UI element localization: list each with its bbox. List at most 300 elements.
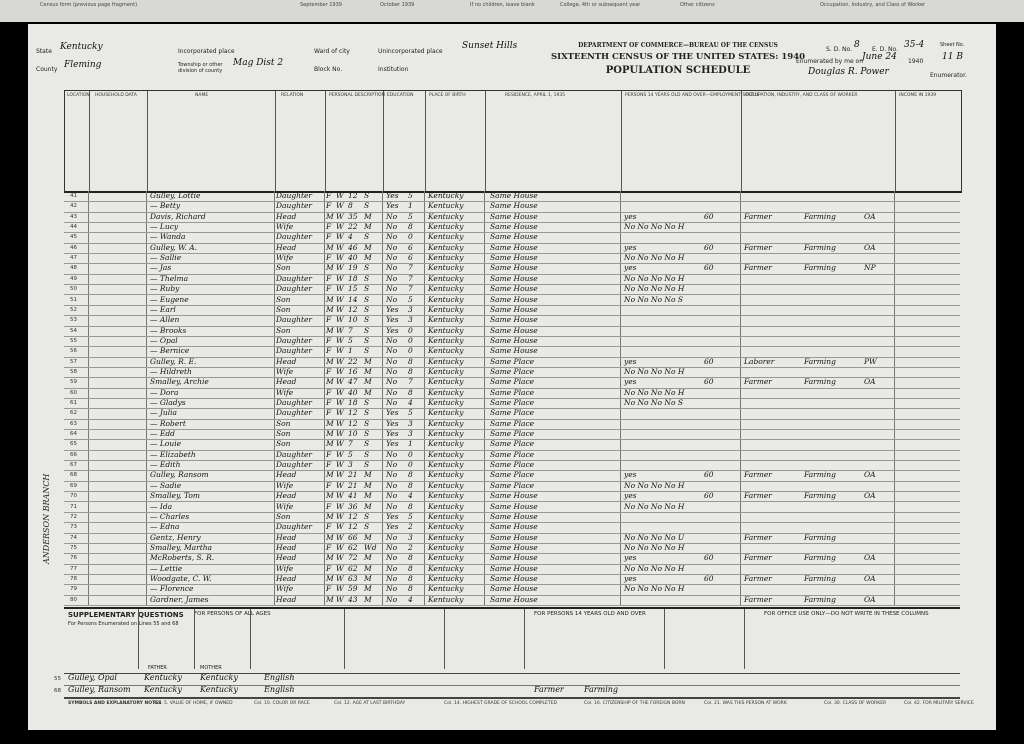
colgroup-education: EDUCATION xyxy=(387,93,414,98)
age: 4 xyxy=(348,232,353,242)
relation: Son xyxy=(276,511,291,521)
hours-worked: 60 xyxy=(704,491,714,501)
line-number: 64 xyxy=(70,431,77,438)
relation: Son xyxy=(276,325,291,335)
residence-1935: Same House xyxy=(490,191,538,200)
grade: 5 xyxy=(408,191,413,200)
marital-status: M xyxy=(364,366,372,376)
line-number: 68 xyxy=(70,472,77,479)
birthplace: Kentucky xyxy=(428,470,464,480)
school-attendance: No xyxy=(386,242,398,252)
sex: F xyxy=(326,584,332,594)
sex: F xyxy=(326,542,332,552)
sex: F xyxy=(326,273,332,283)
marital-status: S xyxy=(364,284,370,294)
note: Col. 12. AGE AT LAST BIRTHDAY xyxy=(334,701,406,706)
person-name: — Elizabeth xyxy=(150,449,196,459)
supp-father-label: FATHER xyxy=(148,665,167,671)
grade: 5 xyxy=(408,211,413,221)
residence-1935: Same House xyxy=(490,553,538,563)
person-name: — Betty xyxy=(150,201,181,211)
birthplace: Kentucky xyxy=(428,335,464,345)
ed-value: 35-4 xyxy=(904,40,925,50)
relation: Wife xyxy=(276,222,294,232)
population-table xyxy=(64,191,960,605)
sex: M xyxy=(326,263,334,273)
occupation: Farmer xyxy=(744,532,772,542)
line-number: 80 xyxy=(70,596,77,603)
birthplace: Kentucky xyxy=(428,242,464,252)
line-number: 76 xyxy=(70,555,77,562)
birthplace: Kentucky xyxy=(428,449,464,459)
supp-group-14: FOR PERSONS 14 YEARS OLD AND OVER xyxy=(534,611,646,617)
school-attendance: No xyxy=(386,284,398,294)
colgroup-name: NAME xyxy=(195,93,209,98)
schedule-title: POPULATION SCHEDULE xyxy=(605,65,751,76)
school-attendance: No xyxy=(386,366,398,376)
sex: F xyxy=(326,563,332,573)
sex: M xyxy=(326,470,334,480)
birthplace: Kentucky xyxy=(428,522,464,532)
person-name: — Eugene xyxy=(150,294,189,304)
race: W xyxy=(336,480,344,490)
enumerator-label: Enumerator. xyxy=(930,72,967,79)
sex: F xyxy=(326,253,332,263)
residence-1935: Same House xyxy=(490,501,538,511)
note: Col. 42. FOR MILITARY SERVICE xyxy=(904,701,974,706)
grade: 7 xyxy=(408,284,413,294)
residence-1935: Same House xyxy=(490,242,538,252)
line-number: 78 xyxy=(70,575,77,582)
ed-label: E. D. No. xyxy=(872,46,899,53)
relation: Daughter xyxy=(276,398,312,407)
race: W xyxy=(336,366,344,376)
class-of-worker: OA xyxy=(864,594,876,604)
grade: 4 xyxy=(408,594,413,604)
grade: 3 xyxy=(408,532,413,542)
hours-worked: 60 xyxy=(704,553,714,563)
line-number: 75 xyxy=(70,544,77,551)
line-number: 70 xyxy=(70,493,77,500)
relation: Son xyxy=(276,263,291,273)
race: W xyxy=(336,439,344,449)
person-name: — Louie xyxy=(150,439,182,449)
relation: Daughter xyxy=(276,335,312,345)
hours-worked: 60 xyxy=(704,377,714,387)
person-name: — Bernice xyxy=(150,346,190,356)
person-name: — Robert xyxy=(150,418,186,428)
supp-father-birthplace: Kentucky xyxy=(144,685,182,694)
race: W xyxy=(336,325,344,335)
residence-1935: Same Place xyxy=(490,480,535,490)
relation: Son xyxy=(276,418,291,428)
relation: Daughter xyxy=(276,201,312,211)
grade: 8 xyxy=(408,366,413,376)
marital-status: M xyxy=(364,470,372,480)
line-number: 46 xyxy=(70,244,77,251)
age: 59 xyxy=(348,584,358,594)
relation: Wife xyxy=(276,366,294,376)
residence-1935: Same House xyxy=(490,294,538,304)
table-row xyxy=(64,595,960,606)
race: W xyxy=(336,387,344,397)
relation: Wife xyxy=(276,584,294,594)
school-attendance: No xyxy=(386,356,398,366)
hours-worked: 60 xyxy=(704,211,714,221)
colgroup-relation: RELATION xyxy=(281,93,304,98)
race: W xyxy=(336,418,344,428)
marital-status: M xyxy=(364,222,372,232)
sheet-label: Sheet No. xyxy=(940,42,965,48)
person-name: Davis, Richard xyxy=(150,211,206,221)
age: 19 xyxy=(348,263,358,273)
age: 21 xyxy=(348,470,358,480)
employment-status: No No No No H xyxy=(624,284,685,294)
line-number: 43 xyxy=(70,213,77,220)
occupation: Farmer xyxy=(744,594,772,604)
industry: Farming xyxy=(804,242,836,252)
relation: Daughter xyxy=(276,315,312,325)
line-number: 63 xyxy=(70,420,77,427)
school-attendance: No xyxy=(386,470,398,480)
birthplace: Kentucky xyxy=(428,594,464,604)
birthplace: Kentucky xyxy=(428,201,464,211)
marital-status: S xyxy=(364,232,370,242)
residence-1935: Same House xyxy=(490,573,538,583)
birthplace: Kentucky xyxy=(428,294,464,304)
marital-status: S xyxy=(364,201,370,211)
person-name: — Ida xyxy=(150,501,173,511)
sex: F xyxy=(326,522,332,532)
line-number: 44 xyxy=(70,224,77,231)
employment-status: No No No No H xyxy=(624,273,685,283)
industry: Farming xyxy=(804,211,836,221)
race: W xyxy=(336,284,344,294)
marital-status: M xyxy=(364,356,372,366)
residence-1935: Same House xyxy=(490,232,538,242)
sex: M xyxy=(326,242,334,252)
birthplace: Kentucky xyxy=(428,418,464,428)
occupation: Laborer xyxy=(744,356,775,366)
sex: F xyxy=(326,408,332,418)
supp-group-office: FOR OFFICE USE ONLY—DO NOT WRITE IN THESE COLUMNS xyxy=(764,611,929,617)
sex: M xyxy=(326,418,334,428)
line-number: 69 xyxy=(70,482,77,489)
residence-1935: Same Place xyxy=(490,366,535,376)
strip-fragment: If no children, leave blank xyxy=(470,2,535,8)
street-side-label: ANDERSON BRANCH xyxy=(42,473,51,564)
residence-1935: Same House xyxy=(490,325,538,335)
marital-status: S xyxy=(364,439,370,449)
residence-1935: Same House xyxy=(490,273,538,283)
race: W xyxy=(336,191,344,200)
race: W xyxy=(336,470,344,480)
enumerator-name: Douglas R. Power xyxy=(808,67,889,77)
line-number: 65 xyxy=(70,441,77,448)
school-attendance: No xyxy=(386,532,398,542)
note: Col. 14. HIGHEST GRADE OF SCHOOL COMPLETED xyxy=(444,701,557,706)
employment-status: yes xyxy=(624,211,637,221)
employment-status: No No No No H xyxy=(624,387,685,397)
person-name: Woodgate, C. W. xyxy=(150,573,212,583)
race: W xyxy=(336,542,344,552)
occupation: Farmer xyxy=(744,211,772,221)
birthplace: Kentucky xyxy=(428,532,464,542)
school-attendance: No xyxy=(386,460,398,470)
grade: 1 xyxy=(408,201,413,211)
sex: M xyxy=(326,594,334,604)
school-attendance: Yes xyxy=(386,304,399,314)
employment-status: No No No No H xyxy=(624,542,685,552)
person-name: — Gladys xyxy=(150,398,186,407)
relation: Son xyxy=(276,294,291,304)
residence-1935: Same House xyxy=(490,594,538,604)
year: 1940 xyxy=(908,58,924,65)
relation: Daughter xyxy=(276,449,312,459)
sex: M xyxy=(326,356,334,366)
sex: M xyxy=(326,211,334,221)
sex: F xyxy=(326,222,332,232)
sex: F xyxy=(326,346,332,356)
sex: F xyxy=(326,387,332,397)
marital-status: M xyxy=(364,501,372,511)
marital-status: M xyxy=(364,242,372,252)
supp-language: English xyxy=(264,673,295,682)
previous-page-strip xyxy=(0,0,1024,22)
race: W xyxy=(336,294,344,304)
birthplace: Kentucky xyxy=(428,273,464,283)
sex: F xyxy=(326,460,332,470)
person-name: — Florence xyxy=(150,584,194,594)
sd-value: 8 xyxy=(854,40,860,50)
age: 22 xyxy=(348,356,358,366)
school-attendance: Yes xyxy=(386,408,399,418)
column-header-block xyxy=(64,90,962,193)
line-number: 54 xyxy=(70,327,77,334)
supp-father-birthplace: Kentucky xyxy=(144,673,182,682)
birthplace: Kentucky xyxy=(428,346,464,356)
marital-status: M xyxy=(364,532,372,542)
line-number: 61 xyxy=(70,400,77,406)
grade: 7 xyxy=(408,263,413,273)
grade: 8 xyxy=(408,356,413,366)
marital-status: S xyxy=(364,449,370,459)
birthplace: Kentucky xyxy=(428,387,464,397)
race: W xyxy=(336,491,344,501)
industry: Farming xyxy=(804,356,836,366)
birthplace: Kentucky xyxy=(428,315,464,325)
grade: 8 xyxy=(408,563,413,573)
employment-status: yes xyxy=(624,356,637,366)
grade: 0 xyxy=(408,460,413,470)
birthplace: Kentucky xyxy=(428,191,464,200)
relation: Daughter xyxy=(276,232,312,242)
sex: F xyxy=(326,191,332,200)
supp-mother-birthplace: Kentucky xyxy=(200,685,238,694)
marital-status: S xyxy=(364,418,370,428)
person-name: — Lettie xyxy=(150,563,183,573)
sex: M xyxy=(326,511,334,521)
line-number: 50 xyxy=(70,286,77,293)
employment-status: yes xyxy=(624,377,637,387)
relation: Wife xyxy=(276,387,294,397)
class-of-worker: PW xyxy=(864,356,877,366)
supp-name: Gulley, Ransom xyxy=(68,685,131,694)
birthplace: Kentucky xyxy=(428,356,464,366)
age: 43 xyxy=(348,594,358,604)
school-attendance: Yes xyxy=(386,315,399,325)
relation: Wife xyxy=(276,563,294,573)
marital-status: M xyxy=(364,584,372,594)
relation: Daughter xyxy=(276,284,312,294)
age: 47 xyxy=(348,377,358,387)
grade: 8 xyxy=(408,501,413,511)
industry: Farming xyxy=(804,594,836,604)
sex: M xyxy=(326,439,334,449)
hours-worked: 60 xyxy=(704,573,714,583)
incorporated-label: Incorporated place xyxy=(178,48,235,55)
strip-fragment: October 1939 xyxy=(380,2,415,8)
supp-occupation: Farmer xyxy=(534,685,564,694)
marital-status: S xyxy=(364,304,370,314)
employment-status: No No No No S xyxy=(624,398,683,407)
birthplace: Kentucky xyxy=(428,408,464,418)
grade: 8 xyxy=(408,480,413,490)
age: 5 xyxy=(348,449,353,459)
age: 7 xyxy=(348,439,353,449)
marital-status: M xyxy=(364,563,372,573)
person-name: — Sallie xyxy=(150,253,182,263)
residence-1935: Same Place xyxy=(490,429,535,439)
age: 12 xyxy=(348,408,358,418)
county-label: County xyxy=(36,66,58,73)
marital-status: S xyxy=(364,191,370,200)
industry: Farming xyxy=(804,491,836,501)
unincorporated-label: Unincorporated place xyxy=(378,48,443,55)
person-name: — Brooks xyxy=(150,325,187,335)
birthplace: Kentucky xyxy=(428,491,464,501)
class-of-worker: OA xyxy=(864,470,876,480)
note-title: SYMBOLS AND EXPLANATORY NOTES xyxy=(68,701,162,706)
class-of-worker: OA xyxy=(864,211,876,221)
person-name: Gulley, Lottie xyxy=(150,191,201,200)
race: W xyxy=(336,522,344,532)
birthplace: Kentucky xyxy=(428,429,464,439)
school-attendance: No xyxy=(386,346,398,356)
supp-subtitle: For Persons Enumerated on Lines 55 and 68 xyxy=(68,621,179,627)
birthplace: Kentucky xyxy=(428,263,464,273)
person-name: Smalley, Martha xyxy=(150,542,213,552)
relation: Son xyxy=(276,439,291,449)
grade: 8 xyxy=(408,573,413,583)
person-name: — Ruby xyxy=(150,284,180,294)
class-of-worker: NP xyxy=(864,263,876,273)
race: W xyxy=(336,356,344,366)
enumerated-date: June 24 xyxy=(862,52,897,62)
race: W xyxy=(336,263,344,273)
race: W xyxy=(336,232,344,242)
school-attendance: No xyxy=(386,563,398,573)
grade: 0 xyxy=(408,335,413,345)
race: W xyxy=(336,211,344,221)
age: 18 xyxy=(348,273,358,283)
class-of-worker: OA xyxy=(864,242,876,252)
hours-worked: 60 xyxy=(704,356,714,366)
relation: Head xyxy=(276,532,297,542)
birthplace: Kentucky xyxy=(428,573,464,583)
school-attendance: Yes xyxy=(386,522,399,532)
county-value: Fleming xyxy=(64,60,102,70)
line-number: 62 xyxy=(70,410,77,417)
residence-1935: Same Place xyxy=(490,439,535,449)
employment-status: No No No No S xyxy=(624,294,683,304)
sex: F xyxy=(326,201,332,211)
marital-status: S xyxy=(364,408,370,418)
marital-status: M xyxy=(364,573,372,583)
employment-status: yes xyxy=(624,470,637,480)
school-attendance: Yes xyxy=(386,511,399,521)
grade: 7 xyxy=(408,377,413,387)
sex: F xyxy=(326,315,332,325)
marital-status: S xyxy=(364,511,370,521)
person-name: Gentz, Henry xyxy=(150,532,201,542)
grade: 3 xyxy=(408,418,413,428)
occupation: Farmer xyxy=(744,242,772,252)
supp-name: Gulley, Opal xyxy=(68,673,117,682)
school-attendance: No xyxy=(386,584,398,594)
institution-label: Institution xyxy=(378,66,409,73)
relation: Daughter xyxy=(276,460,312,470)
line-number: 47 xyxy=(70,255,77,262)
age: 15 xyxy=(348,284,358,294)
relation: Head xyxy=(276,542,297,552)
residence-1935: Same House xyxy=(490,211,538,221)
marital-status: S xyxy=(364,460,370,470)
person-name: — Julia xyxy=(150,408,177,418)
sex: F xyxy=(326,480,332,490)
explanatory-notes xyxy=(64,698,974,731)
birthplace: Kentucky xyxy=(428,460,464,470)
school-attendance: No xyxy=(386,491,398,501)
residence-1935: Same Place xyxy=(490,418,535,428)
grade: 5 xyxy=(408,408,413,418)
birthplace: Kentucky xyxy=(428,480,464,490)
marital-status: S xyxy=(364,335,370,345)
residence-1935: Same Place xyxy=(490,470,535,480)
employment-status: No No No No H xyxy=(624,480,685,490)
class-of-worker: OA xyxy=(864,377,876,387)
residence-1935: Same Place xyxy=(490,377,535,387)
supp-industry: Farming xyxy=(584,685,619,694)
birthplace: Kentucky xyxy=(428,511,464,521)
grade: 0 xyxy=(408,232,413,242)
colgroup-location: LOCATION xyxy=(67,93,90,98)
marital-status: S xyxy=(364,325,370,335)
residence-1935: Same House xyxy=(490,263,538,273)
age: 8 xyxy=(348,201,353,211)
grade: 0 xyxy=(408,449,413,459)
ward-label: Ward of city xyxy=(314,48,350,55)
note: Col. 10. COLOR OR RACE xyxy=(254,701,310,706)
employment-status: No No No No H xyxy=(624,501,685,511)
school-attendance: No xyxy=(386,232,398,242)
person-name: Smalley, Tom xyxy=(150,491,201,501)
grade: 8 xyxy=(408,584,413,594)
grade: 6 xyxy=(408,253,413,263)
sex: M xyxy=(326,532,334,542)
line-number: 56 xyxy=(70,348,77,355)
age: 36 xyxy=(348,501,358,511)
